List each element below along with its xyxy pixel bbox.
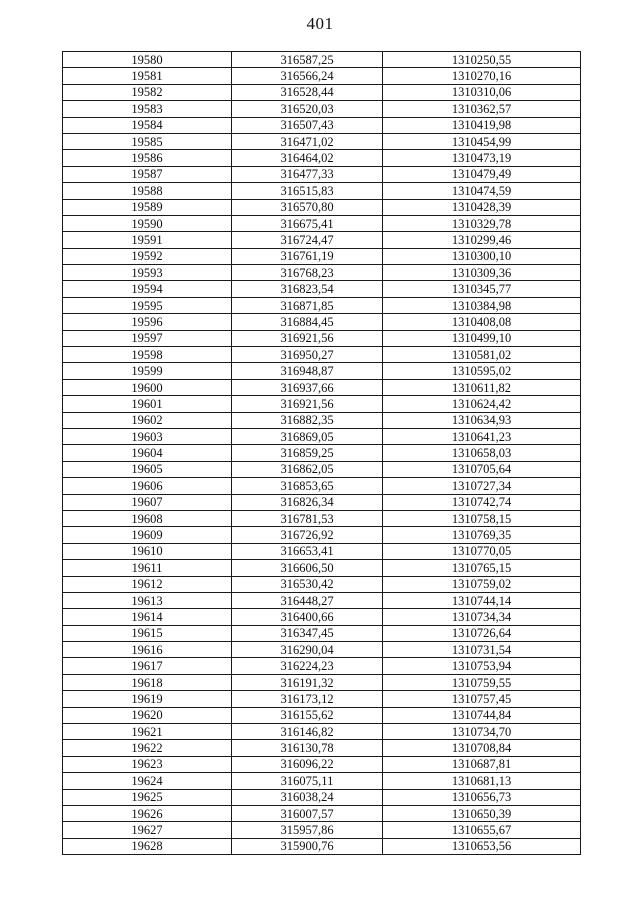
x-coordinate-cell: 316520,03	[232, 101, 383, 117]
x-coordinate-cell: 316869,05	[232, 428, 383, 444]
y-coordinate-cell: 1310765,15	[383, 560, 581, 576]
table-row	[63, 560, 581, 576]
point-number-cell: 19622	[63, 740, 232, 756]
table-row	[63, 707, 581, 723]
table-row	[63, 609, 581, 625]
x-coordinate-cell: 316781,53	[232, 510, 383, 526]
x-coordinate-cell: 316477,33	[232, 166, 383, 182]
x-coordinate-cell: 316400,66	[232, 609, 383, 625]
x-coordinate-cell: 316724,47	[232, 232, 383, 248]
y-coordinate-cell: 1310641,23	[383, 428, 581, 444]
point-number-cell: 19586	[63, 150, 232, 166]
x-coordinate-cell: 316948,87	[232, 363, 383, 379]
point-number-cell: 19609	[63, 527, 232, 543]
table-row	[63, 166, 581, 182]
table-row	[63, 822, 581, 838]
point-number-cell: 19596	[63, 314, 232, 330]
table-row	[63, 133, 581, 149]
point-number-cell: 19600	[63, 379, 232, 395]
y-coordinate-cell: 1310408,08	[383, 314, 581, 330]
x-coordinate-cell: 316155,62	[232, 707, 383, 723]
point-number-cell: 19604	[63, 445, 232, 461]
x-coordinate-cell: 316146,82	[232, 724, 383, 740]
x-coordinate-cell: 316823,54	[232, 281, 383, 297]
point-number-cell: 19602	[63, 412, 232, 428]
table-row	[63, 379, 581, 395]
x-coordinate-cell: 316587,25	[232, 52, 383, 68]
point-number-cell: 19583	[63, 101, 232, 117]
table-row	[63, 150, 581, 166]
x-coordinate-cell: 316726,92	[232, 527, 383, 543]
y-coordinate-cell: 1310329,78	[383, 215, 581, 231]
y-coordinate-cell: 1310474,59	[383, 183, 581, 199]
x-coordinate-cell: 316075,11	[232, 773, 383, 789]
point-number-cell: 19592	[63, 248, 232, 264]
table-row	[63, 674, 581, 690]
table-row	[63, 330, 581, 346]
x-coordinate-cell: 316768,23	[232, 265, 383, 281]
x-coordinate-cell: 316937,66	[232, 379, 383, 395]
x-coordinate-cell: 316950,27	[232, 347, 383, 363]
table-row	[63, 199, 581, 215]
point-number-cell: 19582	[63, 84, 232, 100]
x-coordinate-cell: 316921,56	[232, 330, 383, 346]
coordinates-table	[62, 51, 581, 855]
point-number-cell: 19618	[63, 674, 232, 690]
x-coordinate-cell: 316862,05	[232, 461, 383, 477]
y-coordinate-cell: 1310309,36	[383, 265, 581, 281]
x-coordinate-cell: 316530,42	[232, 576, 383, 592]
table-row	[63, 52, 581, 68]
x-coordinate-cell: 316675,41	[232, 215, 383, 231]
y-coordinate-cell: 1310581,02	[383, 347, 581, 363]
table-row	[63, 281, 581, 297]
y-coordinate-cell: 1310759,02	[383, 576, 581, 592]
y-coordinate-cell: 1310727,34	[383, 478, 581, 494]
point-number-cell: 19581	[63, 68, 232, 84]
y-coordinate-cell: 1310419,98	[383, 117, 581, 133]
x-coordinate-cell: 316224,23	[232, 658, 383, 674]
x-coordinate-cell: 316606,50	[232, 560, 383, 576]
table-row	[63, 543, 581, 559]
y-coordinate-cell: 1310310,06	[383, 84, 581, 100]
x-coordinate-cell: 316347,45	[232, 625, 383, 641]
coordinates-table-body	[63, 52, 581, 855]
table-row	[63, 215, 581, 231]
point-number-cell: 19590	[63, 215, 232, 231]
y-coordinate-cell: 1310705,64	[383, 461, 581, 477]
y-coordinate-cell: 1310658,03	[383, 445, 581, 461]
point-number-cell: 19608	[63, 510, 232, 526]
point-number-cell: 19594	[63, 281, 232, 297]
y-coordinate-cell: 1310656,73	[383, 789, 581, 805]
point-number-cell: 19628	[63, 838, 232, 854]
y-coordinate-cell: 1310499,10	[383, 330, 581, 346]
y-coordinate-cell: 1310634,93	[383, 412, 581, 428]
point-number-cell: 19601	[63, 396, 232, 412]
point-number-cell: 19605	[63, 461, 232, 477]
x-coordinate-cell: 315900,76	[232, 838, 383, 854]
point-number-cell: 19614	[63, 609, 232, 625]
point-number-cell: 19587	[63, 166, 232, 182]
coordinates-table-container	[62, 51, 580, 855]
x-coordinate-cell: 316191,32	[232, 674, 383, 690]
table-row	[63, 773, 581, 789]
table-row	[63, 297, 581, 313]
point-number-cell: 19624	[63, 773, 232, 789]
y-coordinate-cell: 1310655,67	[383, 822, 581, 838]
table-row	[63, 183, 581, 199]
x-coordinate-cell: 316515,83	[232, 183, 383, 199]
table-row	[63, 642, 581, 658]
x-coordinate-cell: 316570,80	[232, 199, 383, 215]
y-coordinate-cell: 1310595,02	[383, 363, 581, 379]
y-coordinate-cell: 1310753,94	[383, 658, 581, 674]
x-coordinate-cell: 316290,04	[232, 642, 383, 658]
y-coordinate-cell: 1310757,45	[383, 691, 581, 707]
y-coordinate-cell: 1310770,05	[383, 543, 581, 559]
point-number-cell: 19620	[63, 707, 232, 723]
point-number-cell: 19607	[63, 494, 232, 510]
x-coordinate-cell: 316884,45	[232, 314, 383, 330]
point-number-cell: 19626	[63, 805, 232, 821]
y-coordinate-cell: 1310624,42	[383, 396, 581, 412]
y-coordinate-cell: 1310731,54	[383, 642, 581, 658]
table-row	[63, 363, 581, 379]
point-number-cell: 19615	[63, 625, 232, 641]
point-number-cell: 19580	[63, 52, 232, 68]
y-coordinate-cell: 1310345,77	[383, 281, 581, 297]
point-number-cell: 19598	[63, 347, 232, 363]
x-coordinate-cell: 316871,85	[232, 297, 383, 313]
x-coordinate-cell: 316761,19	[232, 248, 383, 264]
y-coordinate-cell: 1310611,82	[383, 379, 581, 395]
x-coordinate-cell: 316448,27	[232, 592, 383, 608]
x-coordinate-cell: 316038,24	[232, 789, 383, 805]
x-coordinate-cell: 316096,22	[232, 756, 383, 772]
point-number-cell: 19597	[63, 330, 232, 346]
y-coordinate-cell: 1310744,84	[383, 707, 581, 723]
table-row	[63, 691, 581, 707]
point-number-cell: 19627	[63, 822, 232, 838]
table-row	[63, 84, 581, 100]
point-number-cell: 19591	[63, 232, 232, 248]
point-number-cell: 19611	[63, 560, 232, 576]
point-number-cell: 19603	[63, 428, 232, 444]
point-number-cell: 19612	[63, 576, 232, 592]
table-row	[63, 445, 581, 461]
point-number-cell: 19599	[63, 363, 232, 379]
point-number-cell: 19589	[63, 199, 232, 215]
y-coordinate-cell: 1310473,19	[383, 150, 581, 166]
y-coordinate-cell: 1310384,98	[383, 297, 581, 313]
y-coordinate-cell: 1310734,70	[383, 724, 581, 740]
y-coordinate-cell: 1310428,39	[383, 199, 581, 215]
point-number-cell: 19595	[63, 297, 232, 313]
x-coordinate-cell: 316566,24	[232, 68, 383, 84]
y-coordinate-cell: 1310769,35	[383, 527, 581, 543]
x-coordinate-cell: 316859,25	[232, 445, 383, 461]
y-coordinate-cell: 1310653,56	[383, 838, 581, 854]
table-row	[63, 248, 581, 264]
x-coordinate-cell: 316464,02	[232, 150, 383, 166]
y-coordinate-cell: 1310650,39	[383, 805, 581, 821]
table-row	[63, 265, 581, 281]
table-row	[63, 412, 581, 428]
table-row	[63, 68, 581, 84]
y-coordinate-cell: 1310742,74	[383, 494, 581, 510]
table-row	[63, 724, 581, 740]
y-coordinate-cell: 1310744,14	[383, 592, 581, 608]
y-coordinate-cell: 1310250,55	[383, 52, 581, 68]
table-row	[63, 592, 581, 608]
y-coordinate-cell: 1310300,10	[383, 248, 581, 264]
table-row	[63, 478, 581, 494]
point-number-cell: 19619	[63, 691, 232, 707]
x-coordinate-cell: 316507,43	[232, 117, 383, 133]
y-coordinate-cell: 1310759,55	[383, 674, 581, 690]
table-row	[63, 117, 581, 133]
table-row	[63, 428, 581, 444]
x-coordinate-cell: 315957,86	[232, 822, 383, 838]
point-number-cell: 19617	[63, 658, 232, 674]
x-coordinate-cell: 316007,57	[232, 805, 383, 821]
point-number-cell: 19621	[63, 724, 232, 740]
x-coordinate-cell: 316653,41	[232, 543, 383, 559]
table-row	[63, 625, 581, 641]
point-number-cell: 19625	[63, 789, 232, 805]
table-row	[63, 789, 581, 805]
point-number-cell: 19588	[63, 183, 232, 199]
y-coordinate-cell: 1310687,81	[383, 756, 581, 772]
point-number-cell: 19616	[63, 642, 232, 658]
point-number-cell: 19613	[63, 592, 232, 608]
table-row	[63, 494, 581, 510]
table-row	[63, 314, 581, 330]
y-coordinate-cell: 1310708,84	[383, 740, 581, 756]
table-row	[63, 101, 581, 117]
x-coordinate-cell: 316471,02	[232, 133, 383, 149]
table-row	[63, 347, 581, 363]
table-row	[63, 838, 581, 854]
table-row	[63, 461, 581, 477]
table-row	[63, 232, 581, 248]
y-coordinate-cell: 1310362,57	[383, 101, 581, 117]
x-coordinate-cell: 316826,34	[232, 494, 383, 510]
point-number-cell: 19623	[63, 756, 232, 772]
x-coordinate-cell: 316173,12	[232, 691, 383, 707]
page-number: 401	[306, 14, 334, 33]
y-coordinate-cell: 1310726,64	[383, 625, 581, 641]
table-row	[63, 396, 581, 412]
table-row	[63, 756, 581, 772]
x-coordinate-cell: 316528,44	[232, 84, 383, 100]
table-row	[63, 510, 581, 526]
point-number-cell: 19606	[63, 478, 232, 494]
y-coordinate-cell: 1310734,34	[383, 609, 581, 625]
y-coordinate-cell: 1310270,16	[383, 68, 581, 84]
y-coordinate-cell: 1310454,99	[383, 133, 581, 149]
y-coordinate-cell: 1310758,15	[383, 510, 581, 526]
x-coordinate-cell: 316882,35	[232, 412, 383, 428]
y-coordinate-cell: 1310681,13	[383, 773, 581, 789]
point-number-cell: 19585	[63, 133, 232, 149]
table-row	[63, 740, 581, 756]
y-coordinate-cell: 1310299,46	[383, 232, 581, 248]
point-number-cell: 19593	[63, 265, 232, 281]
point-number-cell: 19610	[63, 543, 232, 559]
point-number-cell: 19584	[63, 117, 232, 133]
x-coordinate-cell: 316130,78	[232, 740, 383, 756]
table-row	[63, 805, 581, 821]
x-coordinate-cell: 316921,56	[232, 396, 383, 412]
x-coordinate-cell: 316853,65	[232, 478, 383, 494]
y-coordinate-cell: 1310479,49	[383, 166, 581, 182]
table-row	[63, 576, 581, 592]
table-row	[63, 527, 581, 543]
table-row	[63, 658, 581, 674]
